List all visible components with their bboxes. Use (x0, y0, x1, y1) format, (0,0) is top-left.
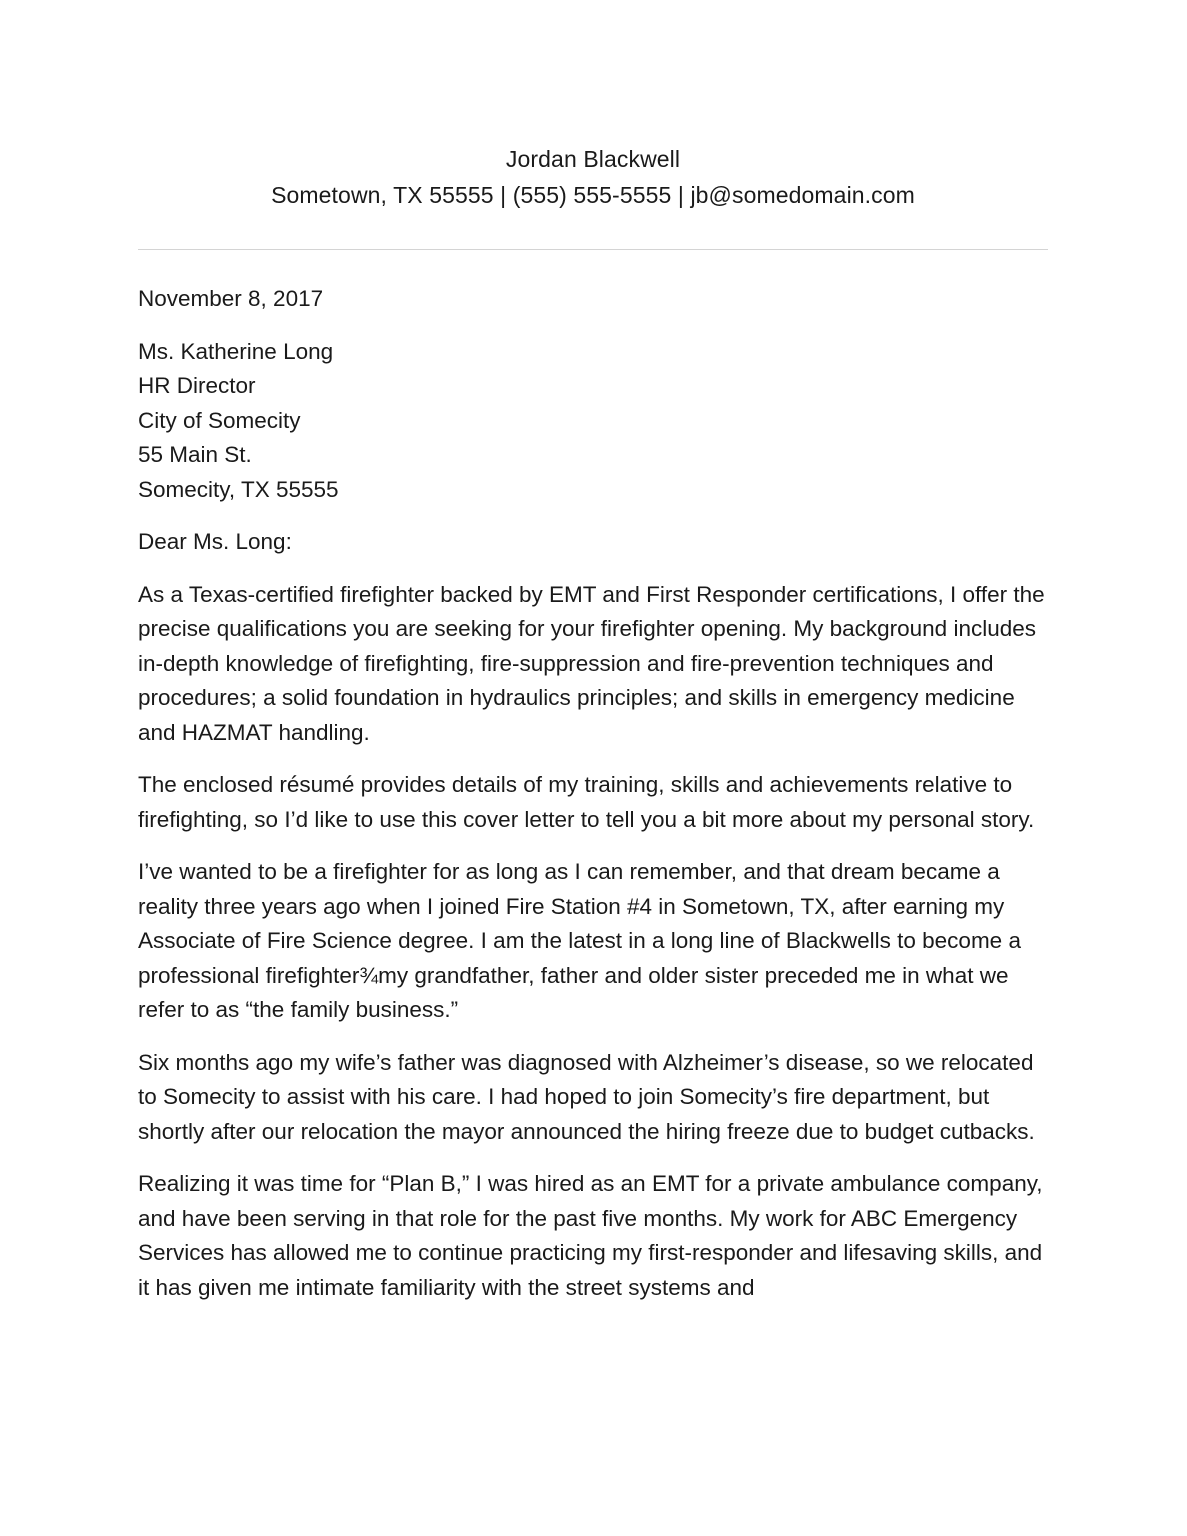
sender-contact-line: Sometown, TX 55555 | (555) 555-5555 | jb@somedomain.com (271, 182, 915, 208)
letterhead-divider (138, 249, 1048, 250)
recipient-street: 55 Main St. (138, 442, 252, 467)
letter-date: November 8, 2017 (138, 286, 324, 311)
letter-salutation: Dear Ms. Long: (138, 529, 292, 554)
letter-paragraph-5: Realizing it was time for “Plan B,” I was hired as an EMT for a private ambulance company, and have been serving in that role for the past five months. My work for ABC Emergency Services has allowed me to continue practicing my first-responder and lifesaving skills, and it has given me intimate familiarity with the street systems and (138, 1171, 1043, 1300)
letter-body (138, 282, 1048, 1305)
letterhead (138, 0, 1048, 212)
recipient-name: Ms. Katherine Long (138, 338, 334, 364)
sender-name: Jordan Blackwell (505, 146, 681, 172)
letter-paragraph-3: I’ve wanted to be a firefighter for as long as I can remember, and that dream became a reality three years ago when I joined Fire Station #4 in Sometown, TX, after earning my Associate of Fire Science degree. I am the latest in a long line of Blackwells to become a professional firefighter¾my grandfather, father and older sister preceded me in what we refer to as “the family business.” (138, 859, 1021, 1022)
recipient-city-state-zip: Somecity, TX 55555 (138, 476, 339, 502)
letter-paragraph-4: Six months ago my wife’s father was diagnosed with Alzheimer’s disease, so we relocated to Somecity to assist with his care. I had hoped to join Somecity’s fire department, but shortly after our relocation the mayor announced the hiring freeze due to budget cutbacks. (138, 1049, 1035, 1144)
recipient-organization: City of Somecity (138, 407, 301, 433)
letter-paragraph-2: The enclosed résumé provides details of my training, skills and achievements relative to firefighting, so I’d like to use this cover letter to tell you a bit more about my personal story. (138, 772, 1035, 832)
letter-paragraph-1: As a Texas-certified firefighter backed by EMT and First Responder certifications, I offer the precise qualifications you are seeking for your firefighter opening. My background includes in-depth knowledge of firefighting, fire-suppression and fire-prevention techniques and procedures; a solid foundation in hydraulics principles; and skills in emergency medicine and HAZMAT handling. (138, 581, 1045, 745)
document-content (138, 0, 1048, 1305)
recipient-title: HR Director (138, 373, 256, 398)
recipient-address-block (138, 335, 1048, 508)
